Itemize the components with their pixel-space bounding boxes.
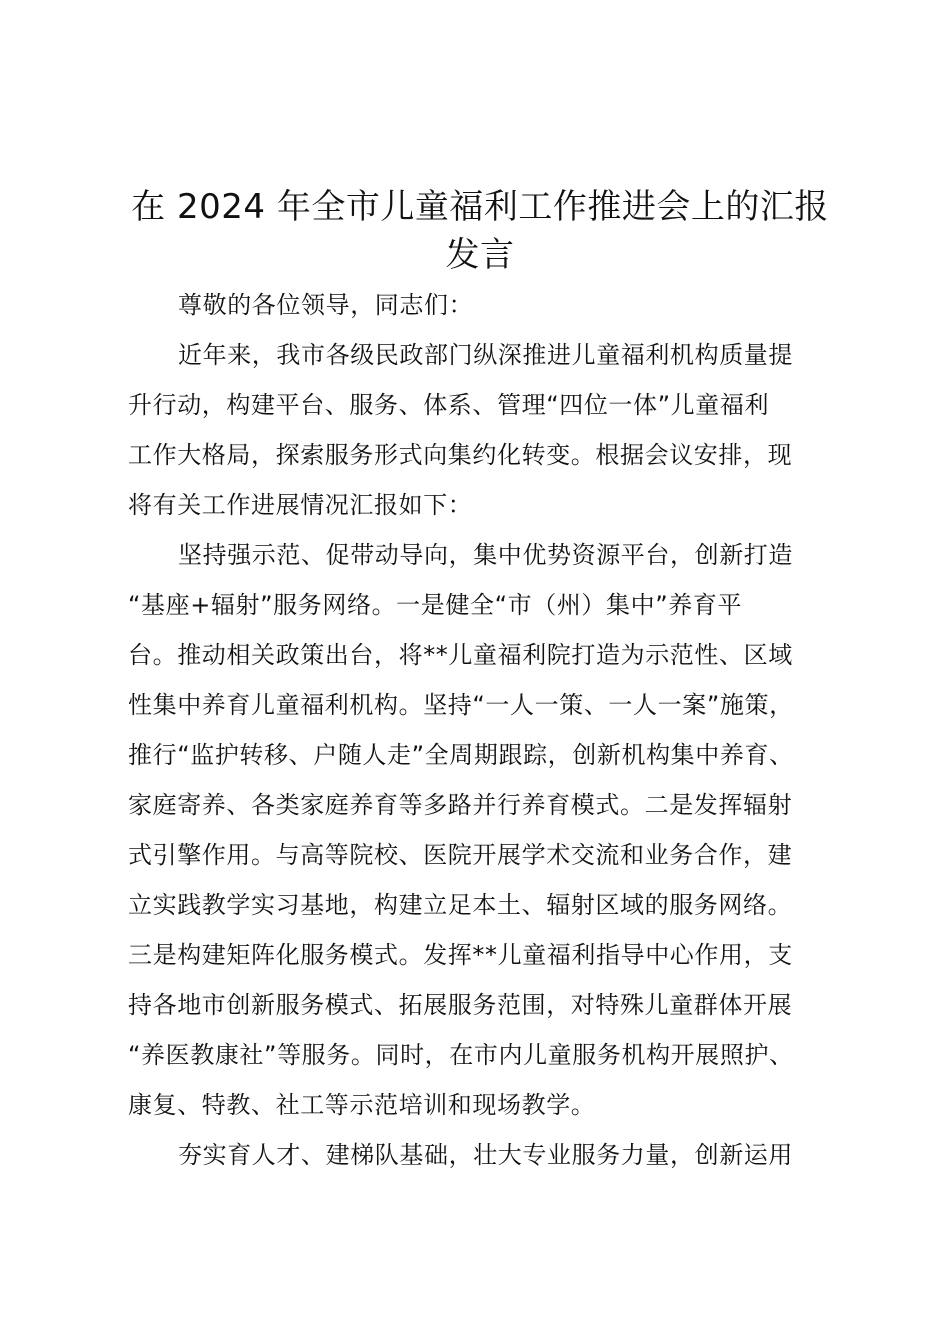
para1-line: 将有关工作进展情况汇报如下： <box>128 491 473 519</box>
para2-line: 式引擎作用。与高等院校、医院开展学术交流和业务合作，建 <box>128 841 793 869</box>
salutation: 尊敬的各位领导，同志们： <box>178 291 474 319</box>
document-title-line1: 在 2024 年全市儿童福利工作推进会上的汇报 <box>131 187 829 227</box>
para2-line: 康复、特教、社工等示范培训和现场教学。 <box>128 1091 596 1119</box>
para1-line: 工作大格局，探索服务形式向集约化转变。根据会议安排，现 <box>128 441 793 469</box>
para2-line: 推行“监护转移、户随人走”全周期跟踪，创新机构集中养育、 <box>128 741 794 769</box>
para2-line: “养医教康社”等服务。同时，在市内儿童服务机构开展照护、 <box>128 1041 794 1069</box>
para2-line: 持各地市创新服务模式、拓展服务范围，对特殊儿童群体开展 <box>128 991 793 1019</box>
para3-line: 夯实育人才、建梯队基础，壮大专业服务力量，创新运用 <box>178 1141 793 1169</box>
para2-line: 立实践教学实习基地，构建立足本土、辐射区域的服务网络。 <box>128 891 793 919</box>
para2-line: 台。推动相关政策出台，将**儿童福利院打造为示范性、区域 <box>128 641 793 669</box>
para2-line: 坚持强示范、促带动导向，集中优势资源平台，创新打造 <box>178 541 793 569</box>
para1-line: 升行动，构建平台、服务、体系、管理“四位一体”儿童福利 <box>128 391 770 419</box>
para1-line: 近年来，我市各级民政部门纵深推进儿童福利机构质量提 <box>178 341 793 369</box>
para2-line: “基座+辐射”服务网络。一是健全“市（州）集中”养育平 <box>128 591 743 619</box>
document-title-line2: 发言 <box>445 235 515 275</box>
document-body <box>128 280 838 1180</box>
para2-line: 性集中养育儿童福利机构。坚持“一人一策、一人一案”施策， <box>128 691 794 719</box>
para2-line: 家庭寄养、各类家庭养育等多路并行养育模式。二是发挥辐射 <box>128 791 793 819</box>
para2-line: 三是构建矩阵化服务模式。发挥**儿童福利指导中心作用，支 <box>128 941 793 969</box>
